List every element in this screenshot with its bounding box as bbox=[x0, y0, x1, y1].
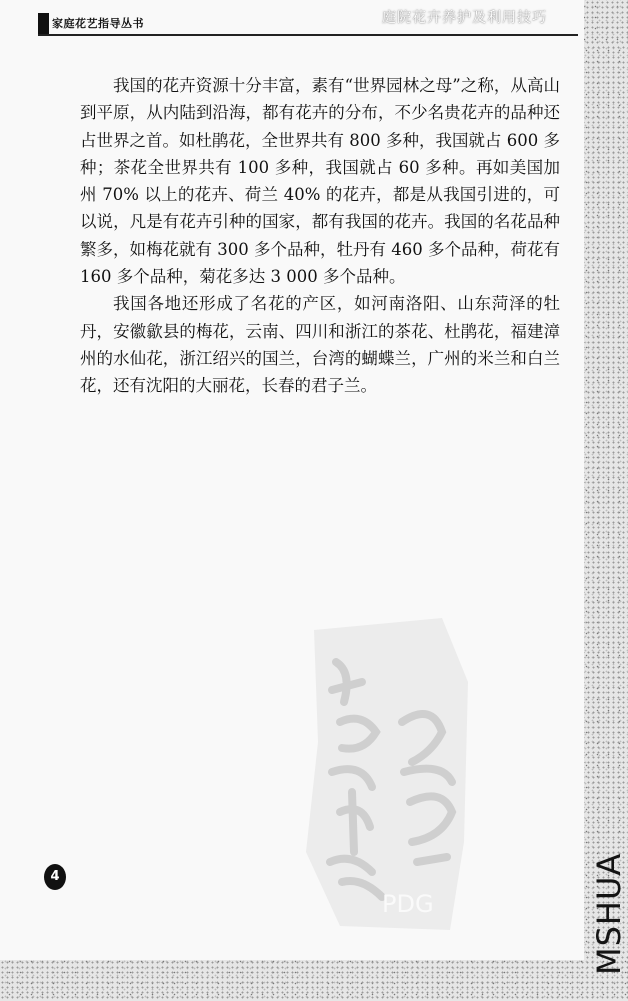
page-number: 4 bbox=[44, 864, 66, 890]
seal-label: PDG bbox=[382, 890, 434, 918]
paragraph-1: 我国的花卉资源十分丰富，素有“世界园林之母”之称，从高山到平原，从内陆到沿海，都有花卉的分布，不少名贵花卉的品种还占世界之首。如杜鹃花，全世界共有 800 多种，我国就占 600 多种；茶花全世界共有 100 多种，我国就占 60 多种。再如美国加州 70% 以上的花卉、荷兰 40% 的花卉，都是从我国引进的，可以说，凡是有花卉引种的国家，都有我国的花卉。我国的名花品种繁多，如梅花就有 300 多个品种，牡丹有 460 多个品种，荷花有 160 多个品种，菊花多达 3 000 多个品种。 bbox=[80, 76, 560, 287]
paragraph-2: 我国各地还形成了名花的产区，如河南洛阳、山东菏泽的牡丹，安徽歙县的梅花，云南、四川和浙江的茶花、杜鹃花，福建漳州的水仙花，浙江绍兴的国兰，台湾的蝴蝶兰，广州的米兰和白兰花，还有沈阳的大丽花，长春的君子兰。 bbox=[80, 294, 560, 396]
library-seal-watermark bbox=[292, 612, 492, 942]
body-text bbox=[80, 72, 560, 400]
watermark-text: MSHUA bbox=[590, 852, 628, 975]
header-marker bbox=[38, 13, 49, 35]
chapter-title: 庭院花卉养护及利用技巧 bbox=[382, 10, 547, 26]
series-title: 家庭花艺指导丛书 bbox=[52, 17, 144, 30]
scan-border-bottom bbox=[0, 955, 628, 1001]
header-rule bbox=[38, 34, 578, 36]
